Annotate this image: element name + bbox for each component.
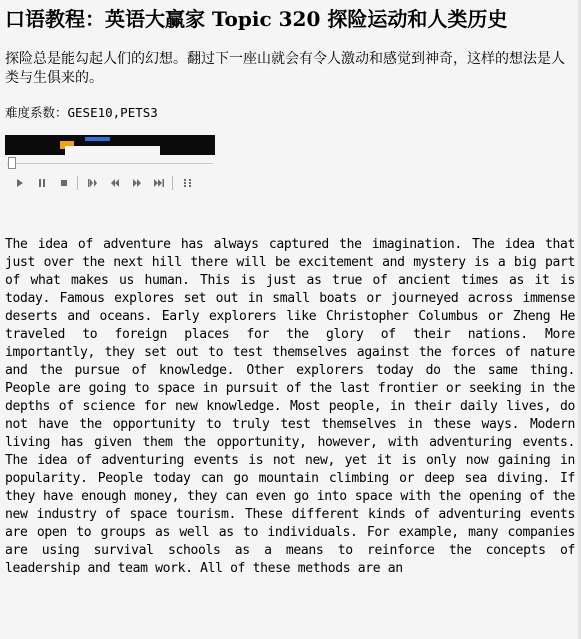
page-title: 口语教程：英语大赢家 Topic 320 探险运动和人类历史 <box>5 7 508 31</box>
media-player[interactable] <box>5 135 215 195</box>
seek-bar[interactable] <box>5 155 215 173</box>
article-text: The idea of adventure has always captured the imagination. The idea that just over the next hill there will be excitement and mystery is a big part of what makes us human. This is just as true of ancient times as it is today. Famous explores set out in small boats or journeyed across immense deserts and oceans. Early explorers like Christopher Columbus or Zheng He traveled to foreign places for the glory of their nations. More importantly, they set out to test themselves against the forces of nature and the pursue of knowledge. Other explorers today do the same thing. People are going to space in pursuit of the last frontier or seeking in the depths of science for new knowledge. Most people, in their daily lives, do not have the opportunity to truly test themselves in these ways. Modern living has given them the opportunity, however, with adventuring events. The idea of adventuring events is not new, yet it is only now gaining in popularity. People today can go mountain climbing or deep sea diving. If they have enough money, they can even go into space with the opening of the new industry of space tourism. These different kinds of adventuring events are open to groups as well as to individuals. For example, many companies are using survival schools as a means to reinforce the concepts of leadership and team work. All of these methods are an <box>5 237 575 576</box>
intro-text: 探险总是能勾起人们的幻想。翻过下一座山就会有令人激动和感觉到神奇，这样的想法是人类与生俱来的。 <box>5 51 565 86</box>
rewind-icon[interactable] <box>104 173 126 193</box>
seek-track <box>7 163 213 164</box>
stop-icon[interactable] <box>53 173 75 193</box>
difficulty-level: 难度系数：GESE10,PETS3 <box>5 105 158 120</box>
skip-forward-icon[interactable] <box>148 173 170 193</box>
fast-forward-icon[interactable] <box>126 173 148 193</box>
player-controls <box>5 173 215 193</box>
pause-icon[interactable] <box>31 173 53 193</box>
video-area[interactable] <box>5 135 215 155</box>
control-separator <box>77 176 78 190</box>
seek-thumb[interactable] <box>8 157 16 169</box>
video-logo-shape <box>65 146 160 155</box>
playlist-icon[interactable] <box>177 173 199 193</box>
video-logo-shape <box>85 137 110 141</box>
control-separator <box>172 176 173 190</box>
play-icon[interactable] <box>9 173 31 193</box>
skip-back-icon[interactable] <box>82 173 104 193</box>
